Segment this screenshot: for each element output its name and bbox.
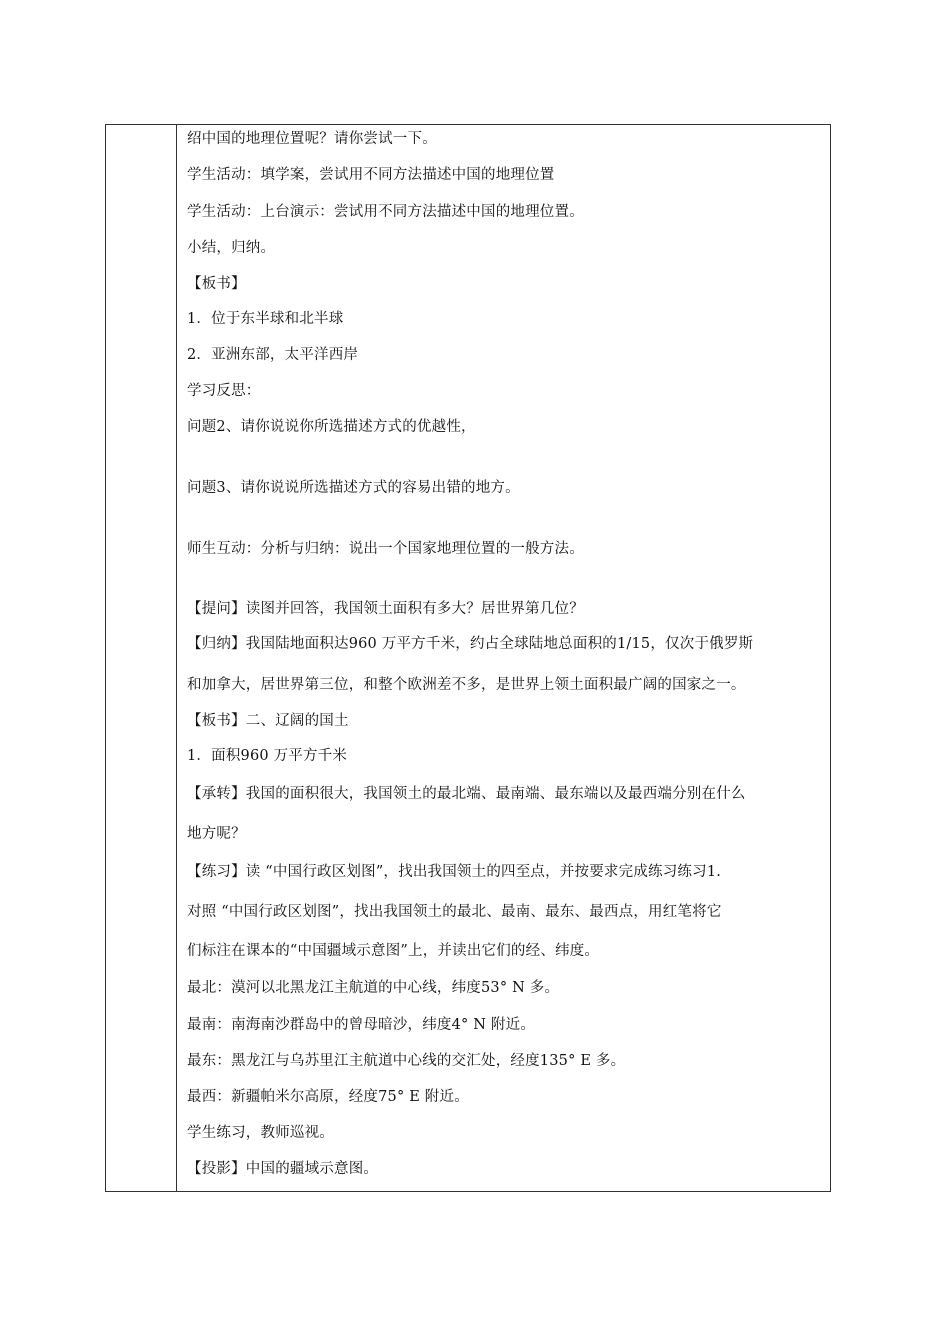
text-line: 对照 “中国行政区划图”，找出我国领土的最北、最南、最东、最西点，用红笔将它 [187, 904, 722, 920]
text-line: 【投影】中国的疆域示意图。 [187, 1161, 379, 1177]
text-line: 学习反思： [187, 383, 261, 399]
text-line: 2．亚洲东部，太平洋西岸 [187, 347, 359, 363]
text-line: 学生活动：填学案，尝试用不同方法描述中国的地理位置 [187, 167, 555, 183]
text-line: 最北：漠河以北黑龙江主航道的中心线，纬度53° N 多。 [187, 980, 560, 996]
text-line: 最西：新疆帕米尔高原，经度75° E 附近。 [187, 1089, 469, 1105]
text-line: 最东：黑龙江与乌苏里江主航道中心线的交汇处，经度135° E 多。 [187, 1053, 626, 1069]
text-line: 【归纳】我国陆地面积达960 万平方千米，约占全球陆地总面积的1/15，仅次于俄罗斯 [187, 636, 754, 652]
text-line: 【提问】读图并回答，我国领土面积有多大？居世界第几位？ [187, 601, 584, 617]
text-line: 【板书】二、辽阔的国土 [187, 713, 349, 729]
text-line: 最南：南海南沙群岛中的曾母暗沙，纬度4° N 附近。 [187, 1017, 536, 1033]
text-line: 学生活动：上台演示：尝试用不同方法描述中国的地理位置。 [187, 204, 584, 220]
text-line: 【承转】我国的面积很大，我国领土的最北端、最南端、最东端以及最西端分别在什么 [187, 786, 746, 802]
text-line: 问题2、请你说说你所选描述方式的优越性， [187, 419, 476, 435]
text-line: 和加拿大，居世界第三位，和整个欧洲差不多，是世界上领土面积最广阔的国家之一。 [187, 677, 746, 693]
text-line: 小结，归纳。 [187, 240, 276, 256]
left-column-cell [106, 125, 177, 1191]
text-line: 【练习】读 “中国行政区划图”，找出我国领土的四至点，并按要求完成练习练习1. [187, 864, 722, 880]
text-line: 绍中国的地理位置呢？请你尝试一下。 [187, 131, 437, 147]
text-line: 1．面积960 万平方千米 [187, 748, 348, 764]
content-cell [177, 125, 830, 1191]
text-line: 师生互动：分析与归纳：说出一个国家地理位置的一般方法。 [187, 541, 584, 557]
text-line: 地方呢？ [187, 826, 246, 842]
text-line: 1．位于东半球和北半球 [187, 311, 344, 327]
text-line: 们标注在课本的“中国疆域示意图”上，并读出它们的经、纬度。 [187, 943, 600, 959]
lesson-table [105, 124, 831, 1192]
text-line: 【板书】 [187, 276, 246, 292]
text-line: 学生练习，教师巡视。 [187, 1125, 334, 1141]
text-line: 问题3、请你说说所选描述方式的容易出错的地方。 [187, 480, 520, 496]
